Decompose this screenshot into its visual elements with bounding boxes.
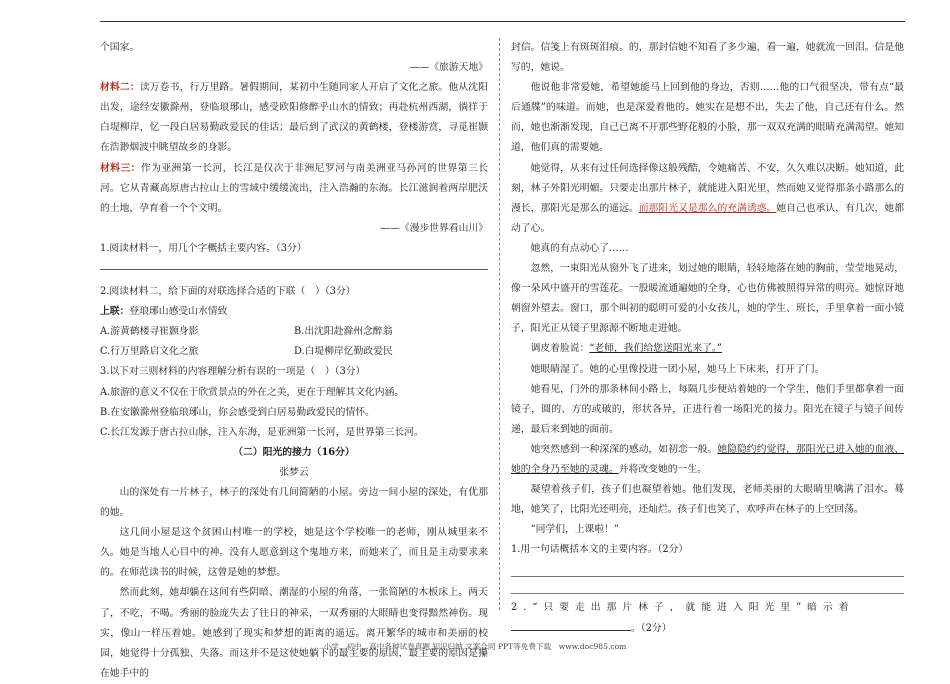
- story-paragraph-13: “同学们，上课啦！”: [530, 524, 619, 536]
- source-citation-1: ——《旅游天地》: [409, 62, 488, 74]
- underlined-sentence-2: 她隐隐约约觉得，那阳光已进入她的血液、她的全身乃至她的灵魂。: [511, 443, 905, 475]
- left-column: [100, 38, 488, 684]
- section-title: （二）阳光的接力（16分）: [233, 446, 355, 458]
- option-b[interactable]: B.出沈阳赴滁州念醉翁: [294, 326, 393, 338]
- story-text: 她觉得，从来有过任何选择像这般残酷，令她痛苦、不安，久久难以决断。她知道，此刻，林子外阳光明媚。只要走出那片林子，就能进入阳光里，然而她又觉得那条小路那么的漫长，那阳光是那么的遥远。: [511, 162, 904, 214]
- top-rule: [100, 21, 905, 22]
- story-text: 她自己也承认，有几次，她都动了心。: [511, 202, 905, 234]
- right-question-1: 1.用一句话概括本文的主要内容。（2分）: [511, 544, 689, 556]
- column-divider: [499, 38, 500, 610]
- question-3: 3.以下对三则材料的内容理解分析有误的一项是（ ）（3分）: [100, 366, 366, 378]
- material-two: [100, 78, 488, 158]
- answer-line-r1b[interactable]: [511, 583, 904, 594]
- story-paragraph-2: 这几间小屋是这个贫困山村唯一的学校，她是这个学校唯一的老师，刚从城里来不久。她是当地人心目中的神。没有人愿意到这个鬼地方来，而她来了，而且是主动要求来的。在师范读书的时候，这曾是她的梦想。: [100, 527, 488, 579]
- story-paragraph-6: 她真的有点动心了……: [530, 242, 629, 254]
- story-paragraph-7: 忽然，一束阳光从窗外飞了进来，划过她的眼睛，轻轻地落在她的胸前，莹莹地晃动，像一朵风中盛开的雪莲花。一股暖流通遍她的全身，心也仿佛被照得异常的明亮。她惊讶地朝窗外望去。窗口，那个叫初的聪明可爱的小女孩儿，她的学生、班长，手里拿着一面小镜子，阳光正从镜子里源源不断地走进她。: [511, 263, 904, 335]
- story-paragraph-11: [511, 440, 904, 480]
- question-1: 1.阅读材料一，用几个字概括主要内容。（3分）: [100, 242, 307, 254]
- story-paragraph-continued: 封信。信笺上有斑斑泪痕。的，那封信她不知看了多少遍，看一遍，她就流一回泪。信是他写的，她说。: [511, 42, 904, 74]
- right-question-2-blank: [511, 619, 904, 639]
- story-text: 她突然感到一种深深的感动，如初恋一般。: [530, 443, 718, 455]
- option-a[interactable]: A.游黄鹤楼寻崔颢身影: [100, 326, 199, 338]
- answer-line-1[interactable]: [100, 259, 488, 270]
- material-three-label: 材料三：: [100, 162, 141, 174]
- option-c[interactable]: C.行万里路启文化之旅: [100, 346, 199, 358]
- story-paragraph-5: [511, 159, 904, 239]
- paragraph-continued: 个国家。: [100, 42, 140, 53]
- material-three-text: 作为亚洲第一长河，长江是仅次于非洲尼罗河与南美洲亚马孙河的世界第三长河。它从青藏高原唐古拉山上的雪域中缓缓流出，注入浩瀚的东海。长江滋润着两岸肥沃的土地，孕育着一个个文明。: [100, 162, 489, 214]
- material-two-text: 读万卷书，行万里路。暑假期间，某初中生随同家人开启了文化之旅。他从沈阳出发，途经安徽滁州，登临琅琊山，感受欧阳修醉乎山水的情致；再赴杭州西湖，徜徉于白堤柳岸，忆一段白居易勤政爱民的佳话；最后到了武汉的黄鹤楼，登楼游赏，寻觅崔颢在浩渺烟波中眺望故乡的身影。: [100, 82, 489, 154]
- dialogue-quote: “老师，我们给您送阳光来了。”: [589, 343, 722, 355]
- material-three: [100, 159, 488, 219]
- author-name: 张梦云: [279, 466, 309, 478]
- story-text: 调皮着脸说：: [530, 343, 590, 355]
- right-question-2: 2.“只要走出那片林子，就能进入阳光里”暗示着: [511, 602, 855, 614]
- q3-option-a[interactable]: A.旅游的意义不仅在于欣赏景点的外在之美，更在于理解其文化内涵。: [100, 386, 405, 398]
- footer-text: 小学、初中、高中各种试卷真题 知识归纳 文案合同 PPT等免费下载 www.doc985.com: [323, 642, 627, 651]
- story-paragraph-10: 她看见，门外的那条林间小路上，每隔几步便站着她的一个学生，他们手里都拿着一面镜子，圆的、方的或破的，形状各异，正进行着一场阳光的接力。阳光在镜子与镜子间传递，最后来到她的面前。: [511, 383, 904, 435]
- question-2: 2.阅读材料二，给下面的对联选择合适的下联（ ）（3分）: [100, 286, 356, 298]
- answer-line-r1a[interactable]: [511, 566, 904, 577]
- story-paragraph-1: 山的深处有一片林子，林子的深处有几间简陋的小屋。旁边一间小屋的深处，有优那的她。: [100, 486, 488, 519]
- story-paragraph-3: 然而此刻，她却躺在这间有些阴暗、潮湿的小屋的角落，一张简陋的木板床上。两天了，不吃，不喝。秀丽的脸庞失去了往日的神采，一双秀丽的大眼睛也变得黯然神伤。现实，像山一样压着她。她感到了现实和梦想的距离的遥远。离开繁华的城市和美丽的校园，她觉得十分孤独、失落。而这并不是这使她躺下的最主要的原因，最主要的原因是攥在她手中的: [100, 587, 488, 679]
- options-row-1: [100, 322, 488, 342]
- source-citation-3: ——《漫步世界看山川》: [380, 222, 488, 234]
- material-two-label: 材料二：: [100, 82, 140, 94]
- story-paragraph-8: [511, 339, 904, 359]
- couplet-text: 登琅琊山感受山水情致: [129, 306, 228, 318]
- right-column: [511, 38, 904, 639]
- q3-option-b[interactable]: B.在安徽滁州登临琅琊山，你会感受到白居易勤政爱民的情怀。: [100, 406, 375, 418]
- fill-blank[interactable]: [511, 630, 631, 631]
- couplet: [100, 302, 488, 322]
- q3-option-c[interactable]: C.长江发源于唐古拉山脉，注入东海，是亚洲第一长河，是世界第三长河。: [100, 426, 424, 438]
- options-row-2: [100, 342, 488, 362]
- couplet-label: 上联：: [100, 306, 130, 318]
- underlined-sentence-1: 而那阳光又是那么的充满诱惑。: [638, 202, 777, 214]
- question-2-points: 。（2分）: [631, 622, 672, 634]
- option-d[interactable]: D.白堤柳岸忆勤政爱民: [294, 346, 393, 358]
- story-paragraph-9: 她眼睛湿了。她的心里像投进一团小屋，她马上下床来，打开了门。: [530, 363, 825, 375]
- story-paragraph-4: 他说他非常爱她，希望她能马上回到他的身边，否则……他的口气很坚决，带有点“最后通牒”的味道。而她，也是深爱着他的。她实在是想不出，失去了他，自己还有什么。然而，她也渐渐发现，自己已离不开那些野花般的小脸，那一双双充满的眼睛充满渴望。她知道，他们真的需要她。: [511, 82, 904, 154]
- story-paragraph-12: 凝望着孩子们，孩子们也凝望着她。他们发现，老师美丽的大眼睛里噙满了泪水。蓦地，她笑了，比阳光还明亮，还灿烂。孩子们也笑了，欢呼声在林子的上空回荡。: [511, 484, 904, 516]
- story-text: 并将改变她的一生。: [618, 463, 707, 475]
